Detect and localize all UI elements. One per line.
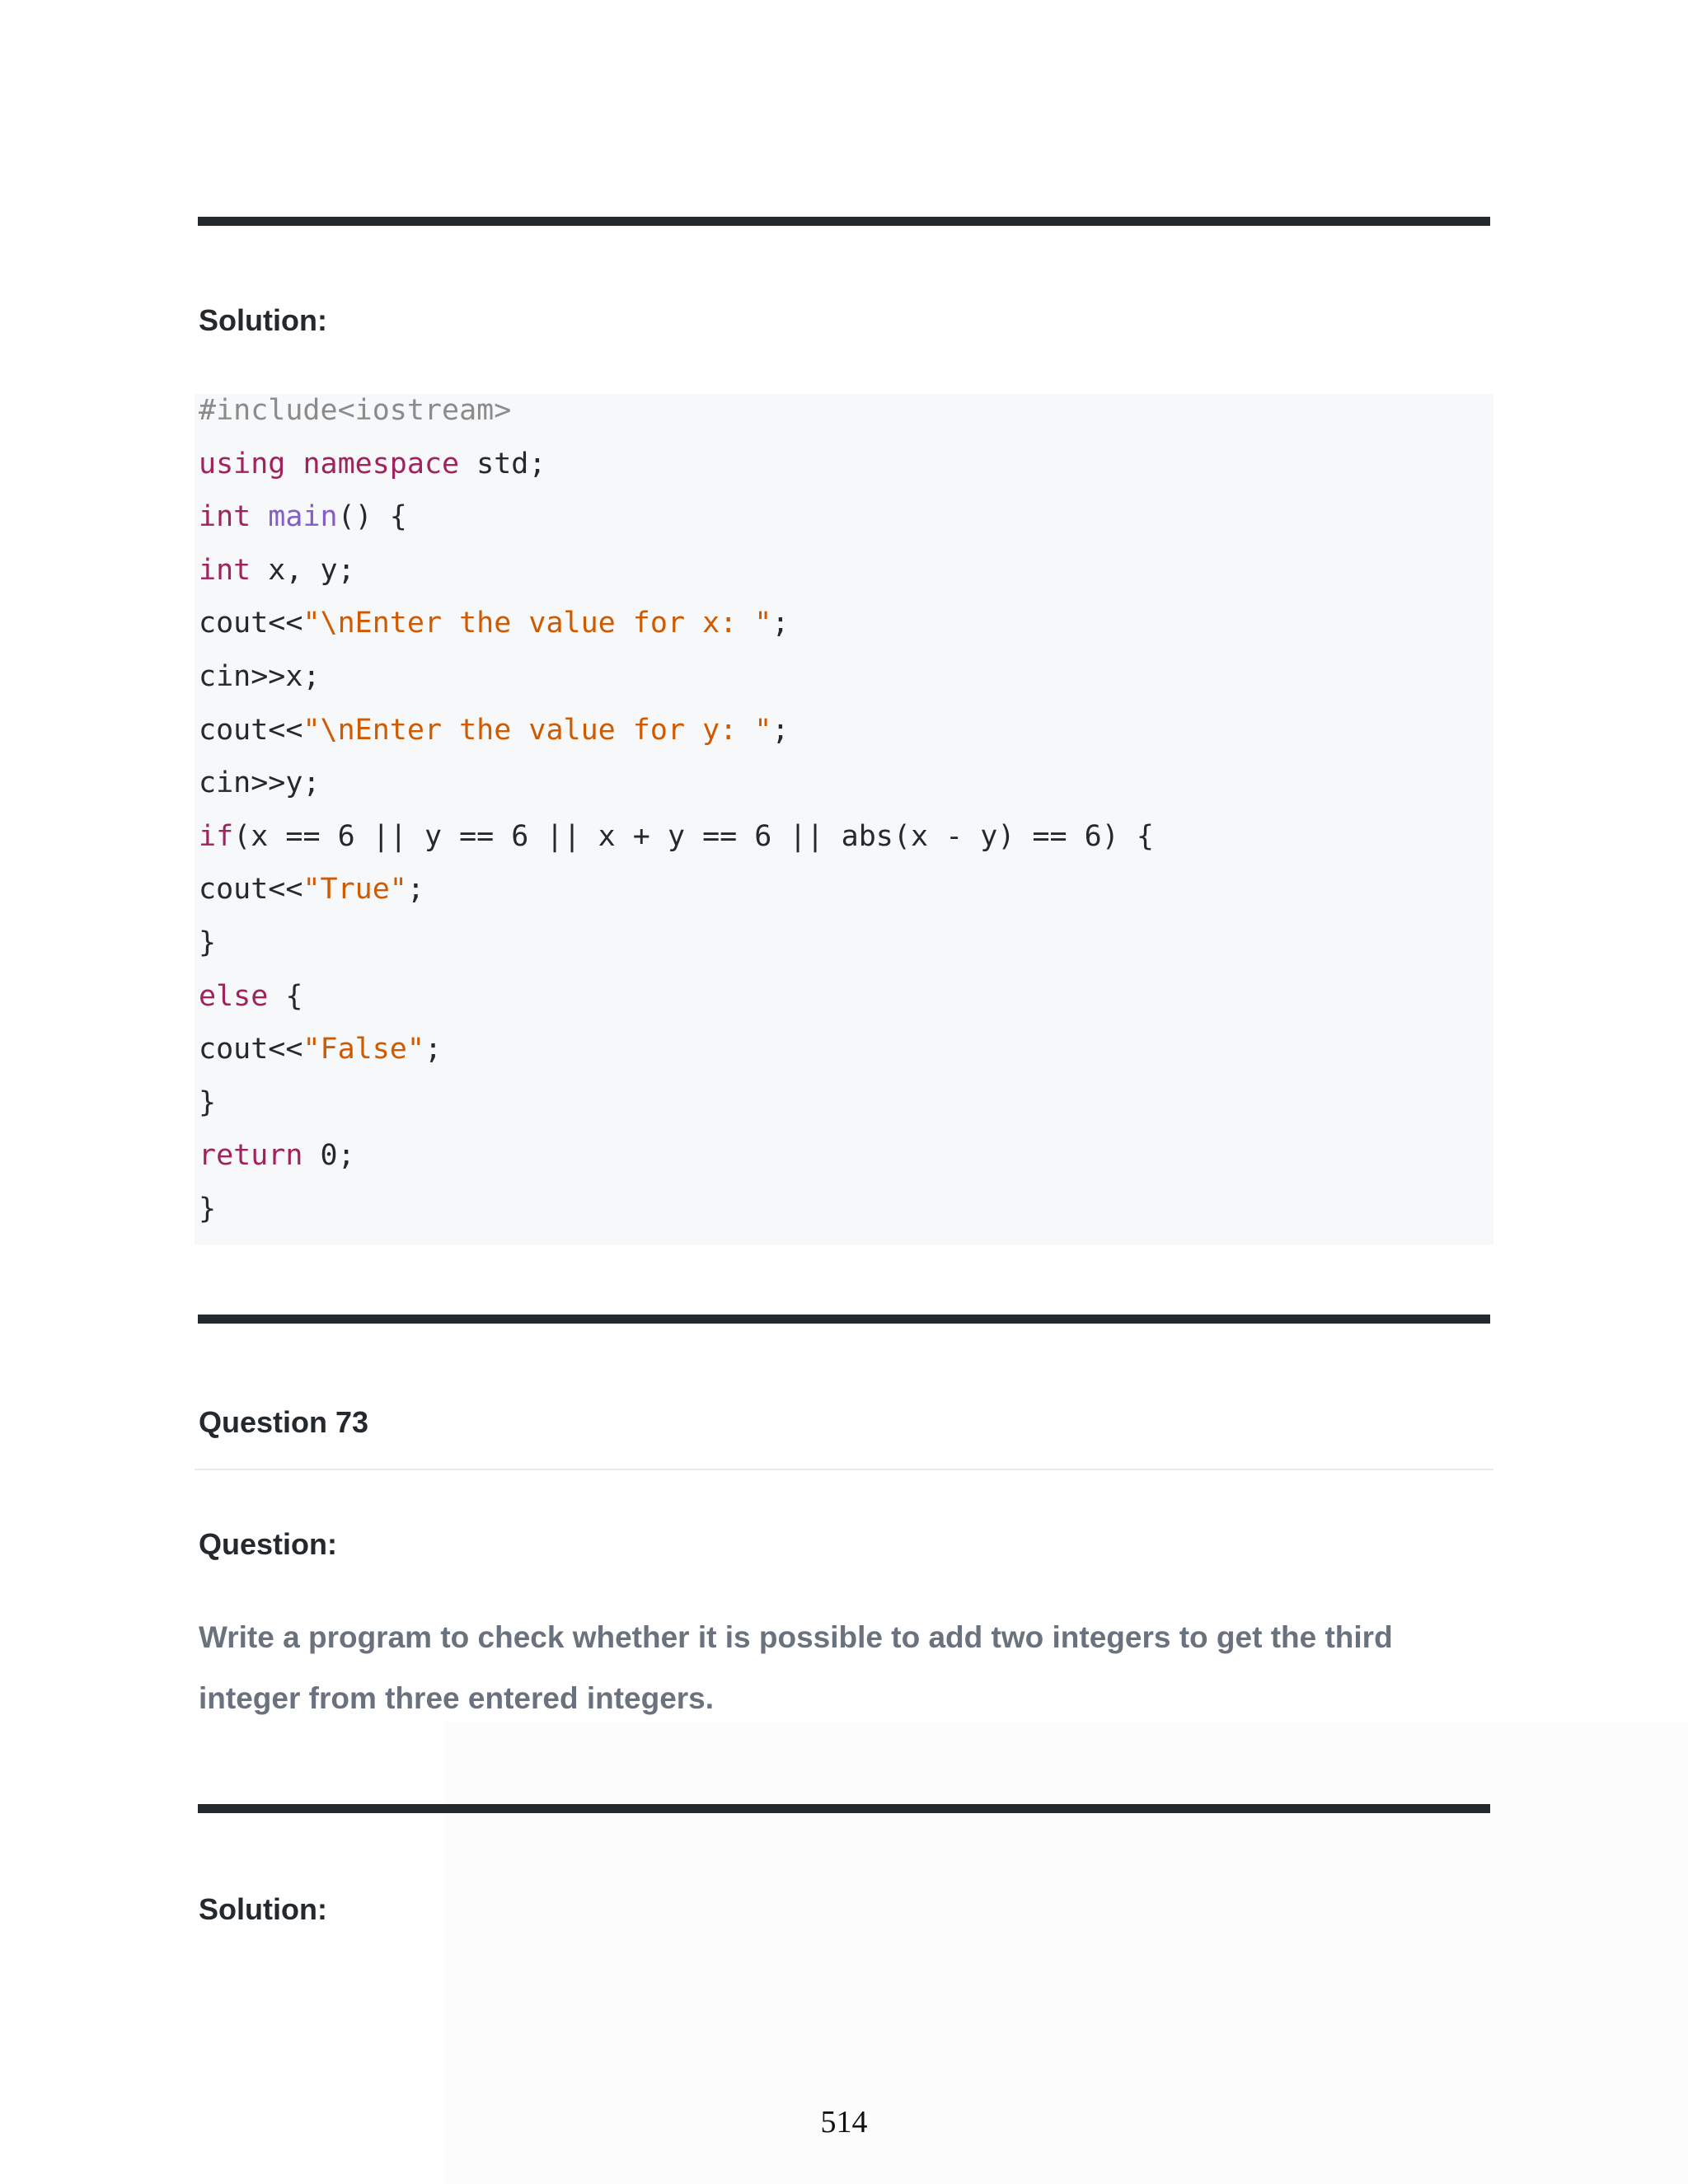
solution-heading: Solution:: [199, 303, 327, 337]
section-divider: [198, 1315, 1490, 1324]
code-token: int: [199, 500, 251, 534]
page-number: 514: [820, 2105, 868, 2139]
section-divider: [198, 1804, 1490, 1813]
code-line: [199, 602, 789, 644]
code-line: [199, 922, 216, 963]
code-token: ;: [771, 713, 790, 747]
code-token: ;: [771, 607, 790, 640]
code-token: }: [199, 1085, 217, 1119]
code-token: (x == 6 || y == 6 || x + y == 6 || abs(x - y) == 6) {: [233, 819, 1154, 853]
code-line: [199, 496, 407, 537]
code-line: [199, 816, 1154, 857]
code-token: return: [199, 1139, 303, 1173]
code-line: [199, 550, 355, 591]
code-token: int: [199, 553, 251, 587]
code-line: [199, 1188, 216, 1230]
code-token: }: [199, 926, 217, 959]
code-token: else: [199, 979, 269, 1013]
code-token: cin>>x;: [199, 660, 321, 693]
code-line: [199, 1082, 216, 1123]
question-title: Question 73: [199, 1405, 369, 1439]
question-text: Write a program to check whether it is possible to add two integers to get the third integer from three entered integers.: [199, 1620, 1393, 1715]
code-token: () {: [337, 500, 407, 534]
code-token: }: [199, 1193, 217, 1226]
code-token: cin>>y;: [199, 766, 321, 800]
code-line: [199, 443, 546, 485]
code-token: namespace: [302, 447, 460, 480]
code-token: cout<<: [199, 607, 303, 640]
code-line: [199, 710, 789, 751]
solution-heading: Solution:: [199, 1892, 327, 1926]
code-line: [199, 390, 511, 431]
code-token: cout<<: [199, 873, 303, 907]
title-underline: [195, 1469, 1493, 1470]
code-token: main: [268, 500, 338, 534]
code-token: "True": [302, 873, 407, 907]
code-token: {: [268, 979, 303, 1013]
code-line: [199, 656, 321, 697]
code-line: [199, 976, 302, 1017]
code-token: cout<<: [199, 713, 303, 747]
code-line: [199, 1135, 355, 1176]
code-token: "\nEnter the value for x: ": [302, 607, 772, 640]
code-token: ;: [424, 1033, 443, 1066]
code-token: "\nEnter the value for y: ": [302, 713, 772, 747]
code-line: [199, 869, 424, 910]
code-line: [199, 762, 321, 804]
code-token: 0;: [302, 1139, 355, 1173]
code-token: x, y;: [251, 553, 355, 587]
code-token: using: [199, 447, 286, 480]
code-line: [199, 1029, 442, 1070]
code-token: "False": [302, 1033, 424, 1066]
section-divider: [198, 217, 1490, 226]
code-token: if: [199, 819, 234, 853]
code-token: [251, 500, 268, 533]
code-token: std;: [459, 447, 546, 480]
question-heading: Question:: [199, 1527, 337, 1561]
code-token: cout<<: [199, 1033, 303, 1066]
code-token: ;: [406, 873, 424, 907]
code-token: #include<iostream>: [199, 394, 512, 427]
code-token: [285, 448, 302, 480]
